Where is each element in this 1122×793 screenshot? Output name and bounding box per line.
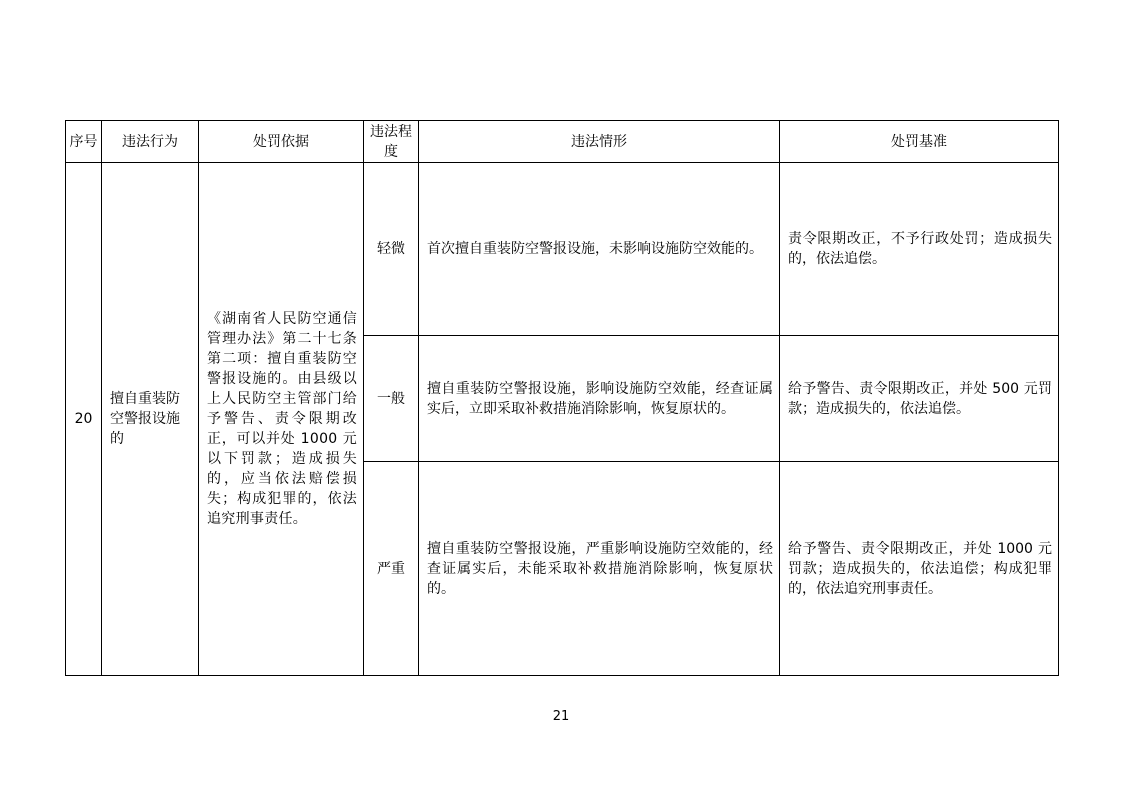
degree-severe: 严重 xyxy=(364,462,419,676)
standard-minor: 责令限期改正，不予行政处罚；造成损失的，依法追偿。 xyxy=(780,163,1059,336)
circumstance-severe: 擅自重装防空警报设施，严重影响设施防空效能的，经查证属实后，未能采取补救措施消除影响，恢复原状的。 xyxy=(419,462,780,676)
header-seq: 序号 xyxy=(66,121,102,163)
circumstance-minor: 首次擅自重装防空警报设施，未影响设施防空效能的。 xyxy=(419,163,780,336)
header-violation-degree: 违法程度 xyxy=(364,121,419,163)
table-header-row xyxy=(66,121,1059,163)
degree-general: 一般 xyxy=(364,336,419,462)
penalty-standard-table xyxy=(65,120,1059,676)
header-penalty-basis: 处罚依据 xyxy=(199,121,364,163)
degree-minor: 轻微 xyxy=(364,163,419,336)
table-row xyxy=(66,163,1059,336)
header-penalty-standard: 处罚基准 xyxy=(780,121,1059,163)
row-seq-number: 20 xyxy=(66,163,102,676)
circumstance-general: 擅自重装防空警报设施，影响设施防空效能，经查证属实后，立即采取补救措施消除影响，恢复原状的。 xyxy=(419,336,780,462)
header-violation-act: 违法行为 xyxy=(102,121,199,163)
penalty-basis-cell: 《湖南省人民防空通信管理办法》第二十七条第二项：擅自重装防空警报设施的。由县级以上人民防空主管部门给予警告、责令限期改正，可以并处 1000 元以下罚款；造成损失的，应当依法赔偿损失；构成犯罪的，依法追究刑事责任。 xyxy=(199,163,364,676)
violation-act-cell: 擅自重装防空警报设施的 xyxy=(102,163,199,676)
standard-general: 给予警告、责令限期改正，并处 500 元罚款；造成损失的，依法追偿。 xyxy=(780,336,1059,462)
standard-severe: 给予警告、责令限期改正，并处 1000 元罚款；造成损失的，依法追偿；构成犯罪的，依法追究刑事责任。 xyxy=(780,462,1059,676)
page-number: 21 xyxy=(552,709,570,724)
header-violation-circumstance: 违法情形 xyxy=(419,121,780,163)
